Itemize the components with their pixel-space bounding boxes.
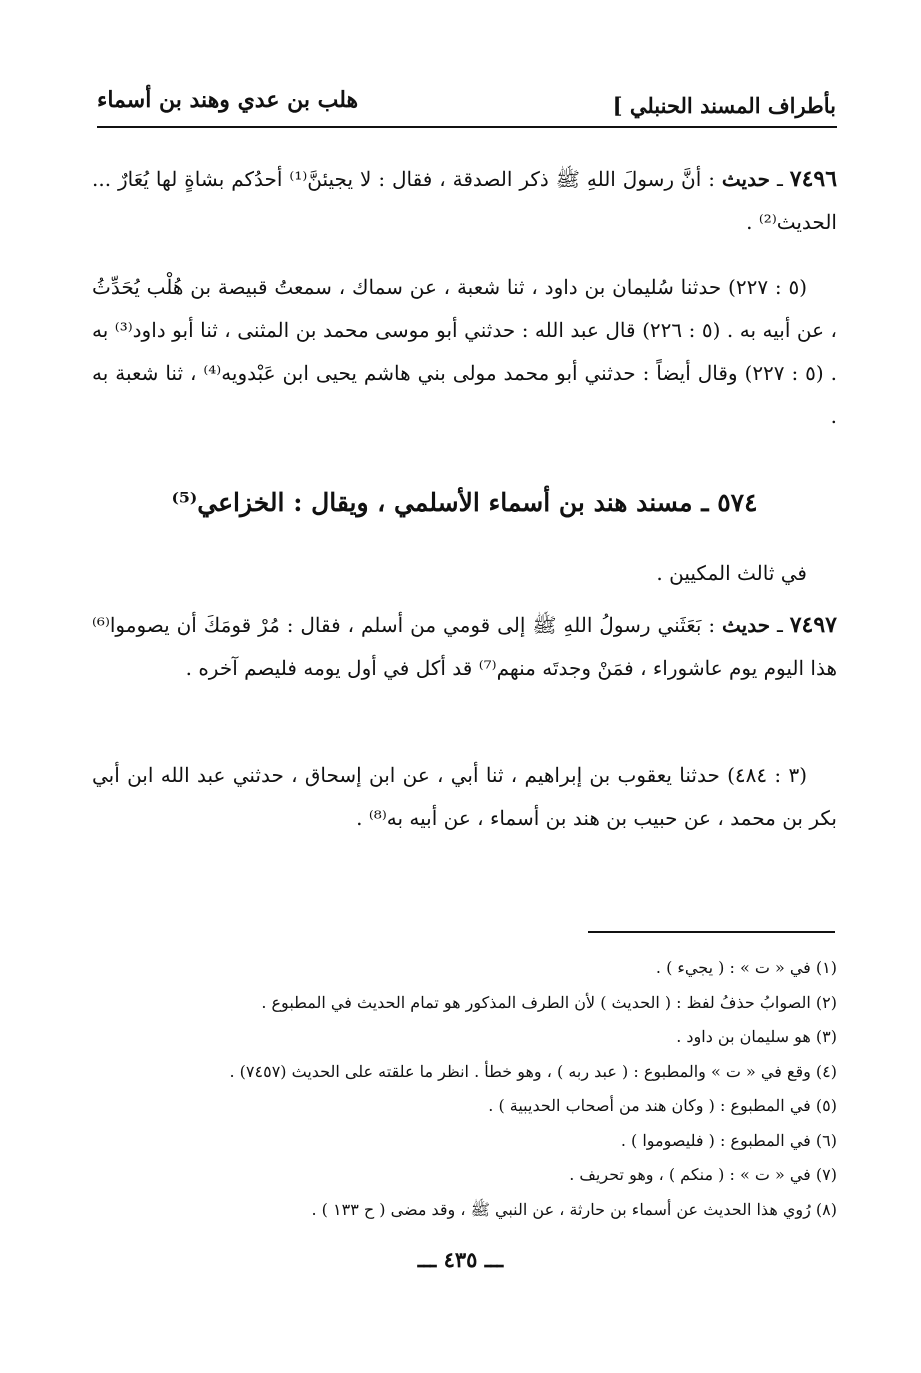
footnote: (٧) في « ت » : ( منكم ) ، وهو تحريف . xyxy=(569,1165,837,1184)
hadith-7496-isnad: (٥ : ٢٢٧) حدثنا سُليمان بن داود ، ثنا شعبة ، عن سماك ، سمعتُ قبيصة بن هُلْب يُحَدِّثُ ، عن أبيه به . (٥ : ٢٢٦) قال عبد الله : حدثني أبو موسى محمد بن المثنى ، ثنا أبو داود⁽³⁾ به . (٥ : ٢٢٧) وقال أيضاً : حدثني أبو محمد مولى بني هاشم يحيى ابن عَبْدويه⁽⁴⁾ ، ثنا شعبة به . xyxy=(92,275,838,428)
hadith-7496: ٧٤٩٦ ـ حديث : أنَّ رسولَ اللهِ ﷺ ذكر الصدقة ، فقال : لا يجيئنَّ⁽¹⁾ أحدُكم بشاةٍ لها يُعَارٌ ... الحديث⁽²⁾ . xyxy=(92,166,838,234)
footnote: (٨) رُوي هذا الحديث عن أسماء بن حارثة ، عن النبي ﷺ ، وقد مضى ( ح ١٣٣ ) . xyxy=(311,1199,837,1219)
chapter-heading: ٥٧٤ ـ مسند هند بن أسماء الأسلمي ، ويقال : الخزاعي⁽⁵⁾ xyxy=(171,488,758,517)
hadith-number: ٧٤٩٧ xyxy=(789,612,837,638)
running-title-right: بأطراف المسند الحنبلي ] xyxy=(612,93,836,118)
footnote: (٣) هو سليمان بن داود . xyxy=(676,1027,837,1046)
hadith-7497: ٧٤٩٧ ـ حديث : بَعَثَني رسولُ اللهِ ﷺ إلى قومي من أسلم ، فقال : مُرْ قومَكَ أن يصوموا⁽⁶⁾ هذا اليوم يوم عاشوراء ، فمَنْ وجدتَه منهم⁽⁷⁾ قد أكل في أول يومه فليصم آخره . xyxy=(92,612,837,680)
hadith-number: ٧٤٩٦ xyxy=(789,166,838,192)
footnote-rule xyxy=(588,931,835,933)
header-rule xyxy=(97,126,837,128)
footnote: (٤) وقع في « ت » والمطبوع : ( عبد ربه ) ، وهو خطأ . انظر ما علقته على الحديث (٧٤٥٧) . xyxy=(229,1061,837,1081)
hadith-7497-isnad: (٣ : ٤٨٤) حدثنا يعقوب بن إبراهيم ، ثنا أبي ، عن ابن إسحاق ، حدثني عبد الله ابن أبي بكر بن محمد ، عن حبيب بن هند بن أسماء ، عن أبيه به⁽⁸⁾ . xyxy=(92,763,837,830)
footnote: (١) في « ت » : ( يجيء ) . xyxy=(655,958,837,977)
footnote: (٦) في المطبوع : ( فليصوموا ) . xyxy=(620,1130,837,1150)
hadith-text: بَعَثَني رسولُ اللهِ ﷺ إلى قومي من أسلم ، فقال : مُرْ قومَكَ أن يصوموا⁽⁶⁾ هذا اليوم يوم عاشوراء ، فمَنْ وجدتَه منهم⁽⁷⁾ قد أكل في أول يومه فليصم آخره . xyxy=(92,613,837,680)
page-number: ـــ ٤٣٥ ـــ xyxy=(417,1247,504,1272)
footnote: (٥) في المطبوع : ( وكان هند من أصحاب الحديبية ) . xyxy=(488,1096,837,1115)
hadith-label: حديث xyxy=(721,167,770,191)
chapter-subtitle: في ثالث المكيين . xyxy=(656,561,807,585)
footnote: (٢) الصوابُ حذفُ لفظ : ( الحديث ) لأن الطرف المذكور هو تمام الحديث في المطبوع . xyxy=(261,992,837,1012)
hadith-text: أنَّ رسولَ اللهِ ﷺ ذكر الصدقة ، فقال : لا يجيئنَّ⁽¹⁾ أحدُكم بشاةٍ لها يُعَارٌ ... الحديث⁽²⁾ . xyxy=(92,167,837,234)
running-title-left: هلب بن عدي وهند بن أسماء xyxy=(97,87,359,113)
hadith-label: حديث xyxy=(721,613,771,637)
footnotes xyxy=(92,951,837,1227)
